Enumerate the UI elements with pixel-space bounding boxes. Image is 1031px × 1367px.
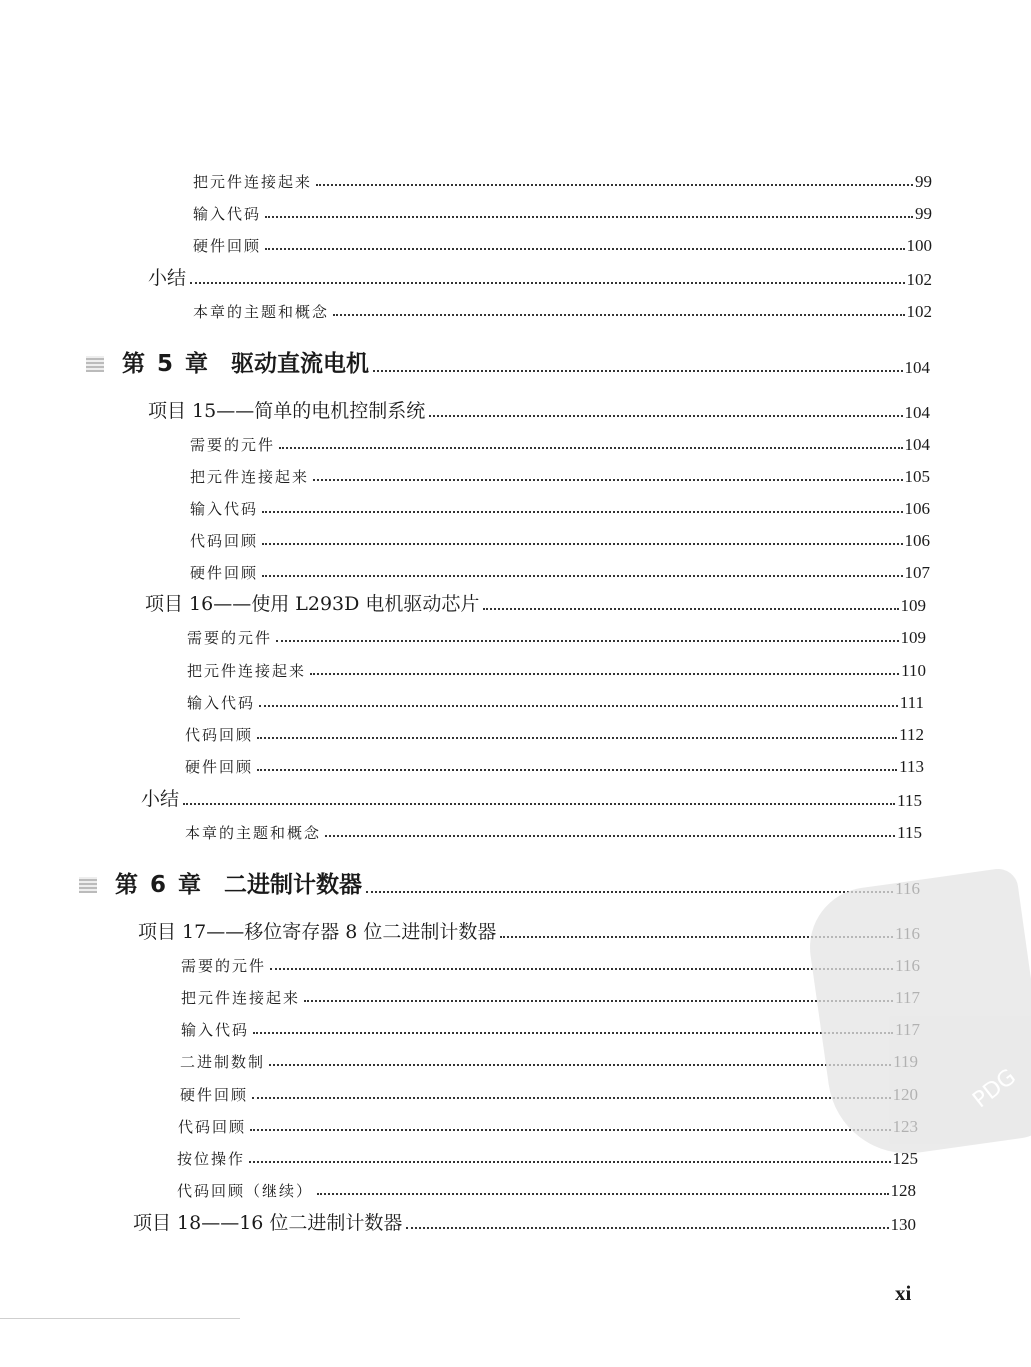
toc-subsection[interactable] [187,691,924,713]
dot-leader [253,1032,893,1034]
dot-leader [190,282,904,284]
toc-subsection[interactable] [177,1147,918,1169]
toc-subsection[interactable] [193,170,932,192]
toc-page-number: 112 [899,725,924,744]
dot-leader [249,1161,890,1163]
toc-subsection[interactable] [190,561,930,583]
dot-leader [262,575,902,577]
toc-entry-title: 代码回顾 [178,1118,247,1136]
chapter-marker-icon [79,877,97,893]
toc-entry-title: 二进制数制 [180,1053,266,1071]
dot-leader [270,968,893,970]
toc-entry-title: 输入代码 [190,500,259,518]
toc-subsection[interactable] [185,821,922,843]
toc-page-number: 100 [906,236,932,255]
toc-entry-title: 项目 15——简单的电机控制系统 [148,400,426,422]
dot-leader [257,769,897,771]
toc-page-number: 115 [897,823,922,842]
toc-entry-title: 项目 17——移位寄存器 8 位二进制计数器 [138,921,497,943]
toc-entry-title: 硬件回顾 [185,758,254,776]
toc-entry-title: 硬件回顾 [193,237,262,255]
scan-artifact-line [0,1318,240,1319]
toc-page-number: 99 [915,204,932,223]
toc-subsection[interactable] [190,433,930,455]
watermark-text: PDG [967,1064,1021,1114]
toc-entry-title: 把元件连接起来 [181,989,301,1007]
toc-entry-title: 代码回顾（继续） [177,1182,314,1200]
toc-page-number: 128 [890,1181,916,1200]
toc-page-number: 99 [915,172,932,191]
toc-page-number: 104 [904,403,930,422]
toc-subsection[interactable] [180,1083,918,1105]
dot-leader [259,705,898,707]
toc-subsection[interactable] [185,723,924,745]
dot-leader [276,640,898,642]
toc-page-number: 109 [900,628,926,647]
toc-section[interactable] [148,264,932,290]
toc-subsection[interactable] [181,1018,920,1040]
dot-leader [317,1193,888,1195]
toc-entry-title: 第 6 章 二进制计数器 [115,872,363,898]
dot-leader [269,1064,891,1066]
toc-entry-title: 按位操作 [177,1150,246,1168]
toc-section[interactable] [141,785,922,811]
toc-page-number: 102 [906,270,932,289]
toc-entry-title: 代码回顾 [190,532,259,550]
toc-page-number: 102 [906,302,932,321]
dot-leader [262,511,902,513]
toc-entry-title: 需要的元件 [190,436,276,454]
dot-leader [429,415,902,417]
toc-entry-title: 项目 16——使用 L293D 电机驱动芯片 [145,593,480,615]
toc-entry-title: 输入代码 [181,1021,250,1039]
toc-subsection[interactable] [193,202,932,224]
toc-entry-title: 代码回顾 [185,726,254,744]
toc-entry-title: 本章的主题和概念 [193,303,330,321]
toc-section[interactable] [145,590,926,616]
toc-entry-title: 本章的主题和概念 [185,824,322,842]
dot-leader [252,1097,890,1099]
toc-subsection[interactable] [193,234,932,256]
dot-leader [373,370,902,372]
dot-leader [265,216,913,218]
toc-page-number: 106 [904,531,930,550]
toc-chapter[interactable] [122,348,930,378]
toc-page-number: 125 [892,1149,918,1168]
dot-leader [257,737,897,739]
toc-page-number: 106 [904,499,930,518]
toc-subsection[interactable] [190,529,930,551]
dot-leader [265,248,904,250]
toc-subsection[interactable] [187,659,926,681]
toc-subsection[interactable] [180,1050,918,1072]
toc-page-number: 115 [897,791,922,810]
dot-leader [483,608,898,610]
toc-section[interactable] [133,1209,916,1235]
toc-entry-title: 输入代码 [187,694,256,712]
toc-subsection[interactable] [187,626,926,648]
toc-page-number: 109 [900,596,926,615]
toc-subsection[interactable] [185,755,924,777]
dot-leader [250,1129,890,1131]
toc-page-number: 111 [899,693,924,712]
toc-entry-title: 需要的元件 [187,629,273,647]
dot-leader [406,1227,888,1229]
toc-section[interactable] [138,918,920,944]
toc-entry-title: 小结 [148,267,187,289]
toc-entry-title: 把元件连接起来 [190,468,310,486]
toc-page-number: 130 [890,1215,916,1234]
toc-page-number: 107 [904,563,930,582]
page-number: xi [895,1281,912,1305]
toc-entry-title: 小结 [141,788,180,810]
toc-chapter[interactable] [115,869,920,899]
toc-page-number: 105 [904,467,930,486]
toc-subsection[interactable] [181,954,920,976]
toc-section[interactable] [148,397,930,423]
toc-subsection[interactable] [190,497,930,519]
dot-leader [183,803,895,805]
toc-entry-title: 需要的元件 [181,957,267,975]
toc-entry-title: 把元件连接起来 [193,173,313,191]
dot-leader [333,314,904,316]
toc-page-number: 113 [899,757,924,776]
toc-entry-title: 硬件回顾 [180,1086,249,1104]
chapter-marker-icon [86,356,104,372]
toc-entry-title: 硬件回顾 [190,564,259,582]
dot-leader [325,835,895,837]
dot-leader [316,184,913,186]
toc-page-number: 104 [904,358,930,377]
dot-leader [366,891,893,893]
toc-subsection[interactable] [178,1115,918,1137]
toc-entry-title: 第 5 章 驱动直流电机 [122,351,370,377]
toc-subsection[interactable] [177,1179,916,1201]
toc-page-number: 104 [904,435,930,454]
toc-subsection[interactable] [193,300,932,322]
dot-leader [304,1000,893,1002]
toc-subsection[interactable] [190,465,930,487]
toc-entry-title: 输入代码 [193,205,262,223]
toc-entry-title: 项目 18——16 位二进制计数器 [133,1212,403,1234]
dot-leader [262,543,902,545]
dot-leader [310,673,899,675]
toc-subsection[interactable] [181,986,920,1008]
toc-page-number: 110 [901,661,926,680]
toc-entry-title: 把元件连接起来 [187,662,307,680]
dot-leader [313,479,902,481]
dot-leader [279,447,902,449]
